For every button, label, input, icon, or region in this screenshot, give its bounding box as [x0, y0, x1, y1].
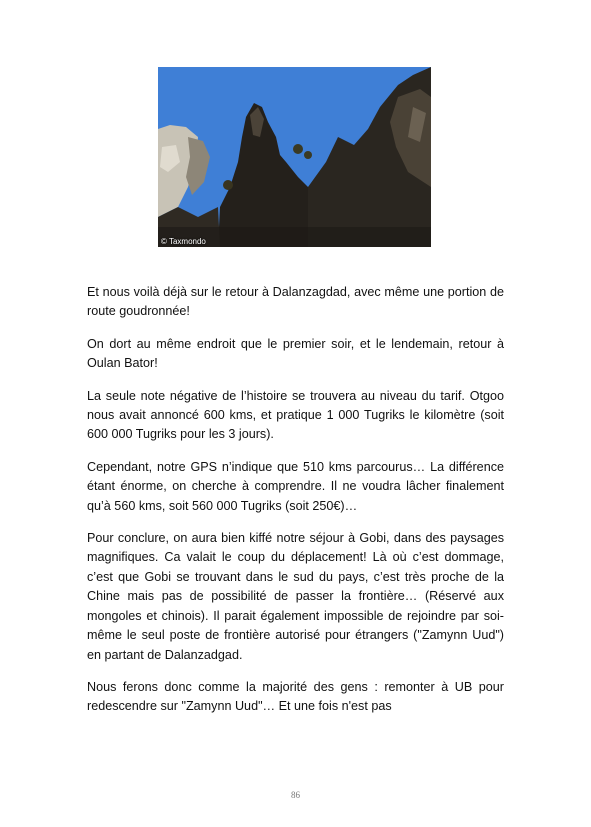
photo-credit: © Taxmondo	[161, 237, 206, 246]
page-number: 86	[291, 790, 300, 800]
paragraph-5: Pour conclure, on aura bien kiffé notre séjour à Gobi, dans des paysages magnifiques. Ca valait le coup du déplacement! Là où c’est dommage, c’est que Gobi se trouvant dans le sud du pays, c’est très proche de la Chine mais pas de possibilité de passer la frontière… (Réservé aux mongoles et chinois). Il parait également impossible de rejoindre par soi-même le seul poste de frontière autorisé pour étrangers ("Zamynn Uud") en partant de Dalanzadgad.	[87, 531, 504, 662]
article-body	[87, 283, 504, 730]
paragraph-4: Cependant, notre GPS n’indique que 510 kms parcourus… La différence étant énorme, on cherche à comprendre. Il ne voudra lâcher finalement qu’à 560 kms, soit 560 000 Tugriks (soit 250€)…	[87, 459, 504, 513]
paragraph-1: Et nous voilà déjà sur le retour à Dalanzagdad, avec même une portion de route goudronnée!	[87, 285, 504, 319]
rock-photo	[158, 67, 431, 247]
paragraph-3: La seule note négative de l’histoire se trouvera au niveau du tarif. Otgoo nous avait annoncé 600 kms, et pratique 1 000 Tugriks le kilomètre (soit 600 000 Tugriks pour les 3 jours).	[87, 388, 504, 442]
paragraph-2: On dort au même endroit que le premier soir, et le lendemain, retour à Oulan Bator!	[87, 336, 504, 371]
paragraph-6: Nous ferons donc comme la majorité des gens : remonter à UB pour redescendre sur "Zamynn Uud"… Et une fois n'est pas	[87, 679, 504, 714]
rock-cliff-image	[158, 67, 431, 247]
